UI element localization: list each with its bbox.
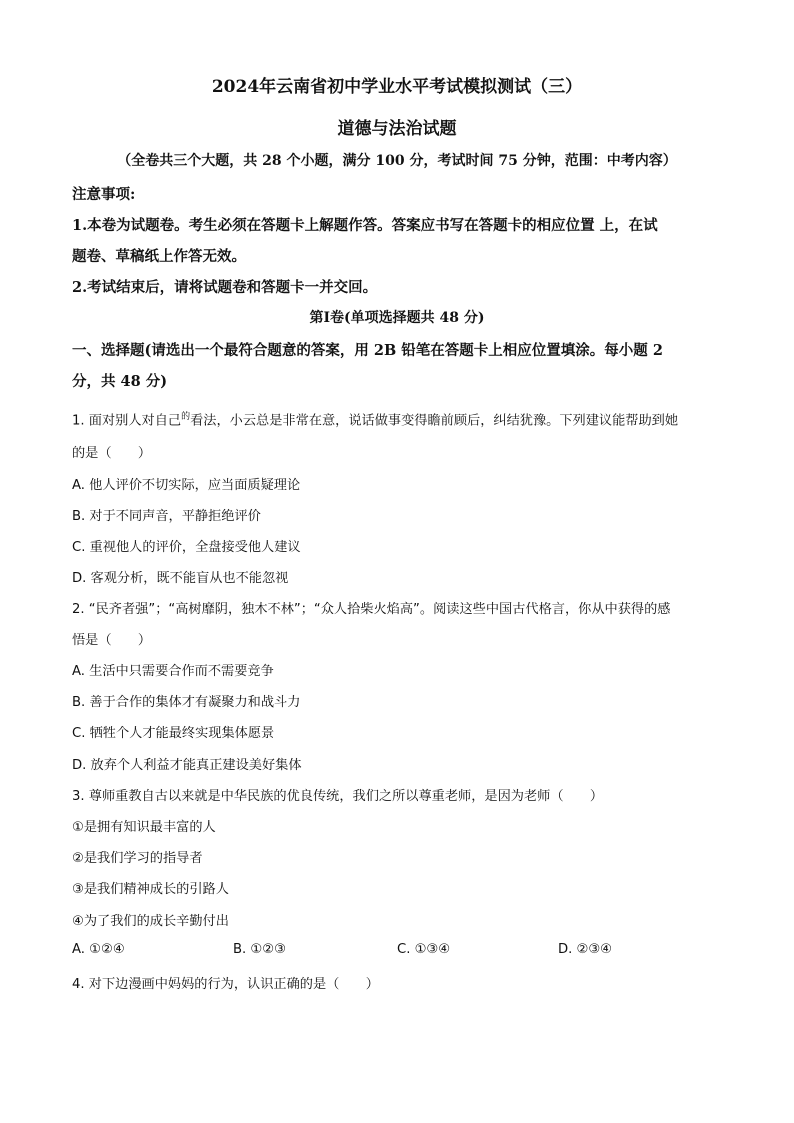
- q3-item-1: ①是拥有知识最丰富的人: [72, 820, 216, 835]
- page-subtitle: 道德与法治试题: [337, 119, 457, 139]
- q1-option-b: B. 对于不同声音，平静拒绝评价: [72, 509, 261, 524]
- q3-item-4: ④为了我们的成长辛勤付出: [72, 914, 229, 929]
- q2-stem-line-2: 悟是（ ）: [72, 633, 152, 648]
- q1-stem-line-1: [72, 409, 678, 428]
- q3-item-3: ③是我们精神成长的引路人: [72, 882, 229, 897]
- notes-heading: 注意事项:: [72, 186, 136, 203]
- q4-stem: 4. 对下边漫画中妈妈的行为，认识正确的是（ ）: [72, 977, 379, 992]
- q2-stem-line-1: 2. “民齐者强”；“高树靡阴，独木不林”；“众人拾柴火焰高”。阅读这些中国古代格言，你从中获得的感: [72, 602, 671, 617]
- part-title: 第Ⅰ卷(单项选择题共 48 分): [309, 310, 485, 326]
- q2-option-d: D. 放弃个人利益才能真正建设美好集体: [72, 758, 302, 773]
- q3-item-2: ②是我们学习的指导者: [72, 851, 203, 866]
- q3-option-b: B. ①②③: [233, 942, 286, 957]
- q2-option-c: C. 牺牲个人才能最终实现集体愿景: [72, 726, 275, 741]
- q3-option-c: C. ①③④: [397, 942, 451, 957]
- q3-option-d: D. ②③④: [558, 942, 613, 957]
- q1-option-c: C. 重视他人的评价，全盘接受他人建议: [72, 540, 301, 555]
- page-title: 2024年云南省初中学业水平考试模拟测试（三）: [211, 77, 583, 97]
- q3-option-a: A. ①②④: [72, 942, 125, 957]
- note-1-line-1: 1.本卷为试题卷。考生必须在答题卡上解题作答。答案应书写在答题卡的相应位置 上，在试: [72, 217, 658, 234]
- q3-stem: 3. 尊师重教自古以来就是中华民族的优良传统，我们之所以尊重老师，是因为老师（ ）: [72, 789, 604, 804]
- q1-stem-line-2: 的是（ ）: [72, 446, 152, 461]
- section-instruction-line-1: 一、选择题(请选出一个最符合题意的答案，用 2B 铅笔在答题卡上相应位置填涂。每小题 2: [72, 342, 663, 359]
- q3-options-row: [72, 942, 722, 962]
- note-1-line-2: 题卷、草稿纸上作答无效。: [72, 248, 246, 265]
- q2-option-a: A. 生活中只需要合作而不需要竞争: [72, 664, 274, 679]
- q1-stem-sup: 的: [181, 412, 191, 422]
- note-2: 2.考试结束后，请将试题卷和答题卡一并交回。: [72, 279, 378, 296]
- q2-option-b: B. 善于合作的集体才有凝聚力和战斗力: [72, 695, 301, 710]
- q1-option-d: D. 客观分析，既不能盲从也不能忽视: [72, 571, 289, 586]
- q1-stem-a: 1. 面对别人对自己: [72, 413, 182, 429]
- exam-info: （全卷共三个大题，共 28 个小题，满分 100 分，考试时间 75 分钟，范围：中考内容）: [117, 153, 677, 169]
- q1-option-a: A. 他人评价不切实际，应当面质疑理论: [72, 478, 301, 493]
- q1-stem-b: 看法，小云总是非常在意，说话做事变得瞻前顾后，纠结犹豫。下列建议能帮助到她: [190, 413, 679, 429]
- section-instruction-line-2: 分，共 48 分): [72, 373, 168, 390]
